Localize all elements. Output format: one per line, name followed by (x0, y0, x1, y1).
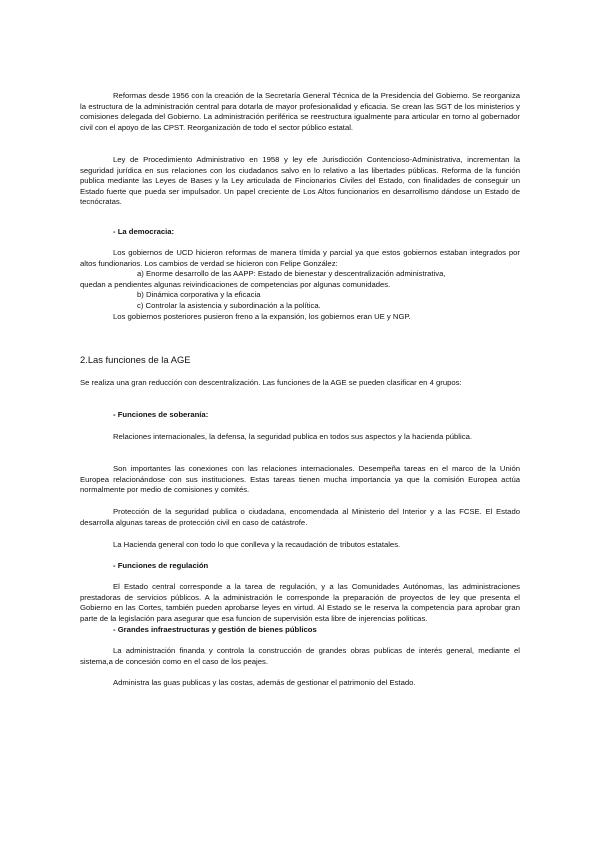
heading-soberania: - Funciones de soberanía: (113, 410, 209, 419)
heading-regulacion: - Funciones de regulación (113, 561, 209, 570)
list-item-c: c) Controlar la asistencia y subordinación a la política. (137, 301, 321, 310)
paragraph-gobiernos-posteriores: Los gobiernos posteriores pusieron freno a la expansión, los gobiernos eran UE y NGP. (113, 312, 411, 321)
paragraph-hacienda: La Hacienda general con todo lo que conlleva y la recaudación de tributos estatales. (113, 540, 401, 549)
list-item-a-continuation: quedan a pendientes algunas reivindicaciones de competencias por algunas comunidades. (80, 280, 391, 289)
paragraph-regulacion: El Estado central corresponde a la tarea de regulación, y a las Comunidades Autónomas, las administraciones prestadoras de servicios públicos. A la administración le corresponde la preparación de proyectos de ley que presenta el Gobierno en las Cortes, también pueden aprobarse leyes en virtud. Al Estado se le reserva la competencia para aprobar gran parte de la legislación para asegurar que esa funcion de supervisión esta libre de injerencias politicas. (80, 582, 520, 623)
paragraph-relaciones: Relaciones internacionales, la defensa, la seguridad publica en todos sus aspectos y la hacienda pública. (113, 432, 472, 441)
paragraph-seguridad: Protección de la seguridad publica o ciudadana, encomendada al Ministerio del Interior y a las FCSE. El Estado desarrolla algunas tareas de protección civil en caso de catástrofe. (80, 507, 520, 527)
paragraph-conexiones: Son importantes las conexiones con las relaciones internacionales. Desempeña tareas en el marco de la Unión Europea relacionándose con sus instituciones. Estas tareas tienen mucha importancia ya que la comisión Europea actúa normalmente por medio de comisiones y comités. (80, 464, 520, 495)
list-item-a: a) Enorme desarrollo de las AAPP: Estado de bienestar y descentralización administrativa, (137, 269, 446, 278)
heading-democracia: - La democracia: (113, 227, 175, 236)
paragraph-aguas-costas: Administra las guas publicas y las costas, además de gestionar el patrimonio del Estado. (113, 678, 416, 687)
paragraph-reformas-1956: Reformas desde 1956 con la creación de la Secretaría General Técnica de la Presidencia del Gobierno. Se reorganiza la estructura de la administración central para dotarla de mayor profesionalidad y eficacia. Se crean las SGT de los ministerios y comisiones delegada del Gobierno. La administración periférica se reestructura igualmente para articular en torno al gobernador civil con el apoyo de las CPST. Reorganización de todo el sector público estatal. (80, 91, 520, 132)
paragraph-reduccion: Se realiza una gran reducción con descentralización. Las funciones de la AGE se pueden clasificar en 4 grupos: (80, 378, 462, 387)
paragraph-ley-procedimiento: Ley de Procedimiento Administrativo en 1958 y ley efe Jurisdicción Contencioso-Administrativa, incrementan la seguridad jurídica en sus relaciones con los ciudadanos salvo en lo relativo a las libertades públicas. Reforma de la función publica mediante las Leyes de Bases y la Ley articulada de Fincionarios Civiles del Estado, con finalidades de conseguir un Estado fuerte que pueda ser impulsador. Un papel creciente de Los Altos funcionarios en desarrollismo dándose un Estado de tecnócratas. (80, 155, 520, 207)
list-item-b: b) Dinámica corporativa y la eficacia (137, 290, 261, 299)
heading-infraestructuras: - Grandes infraestructuras y gestión de bienes públicos (113, 625, 317, 634)
section-title-funciones-age: 2.Las funciones de la AGE (80, 354, 191, 365)
paragraph-obras-publicas: La administración finanda y controla la construcción de grandes obras publicas de interés general, mediante el sistema,a de concesión como en el caso de los peajes. (80, 646, 520, 666)
paragraph-gobiernos-ucd: Los gobiernos de UCD hicieron reformas de manera tímida y parcial ya que estos gobiernos estaban integrados por altos fundionarios. Los cambios de verdad se hicieron con Felipe González: (80, 248, 520, 268)
